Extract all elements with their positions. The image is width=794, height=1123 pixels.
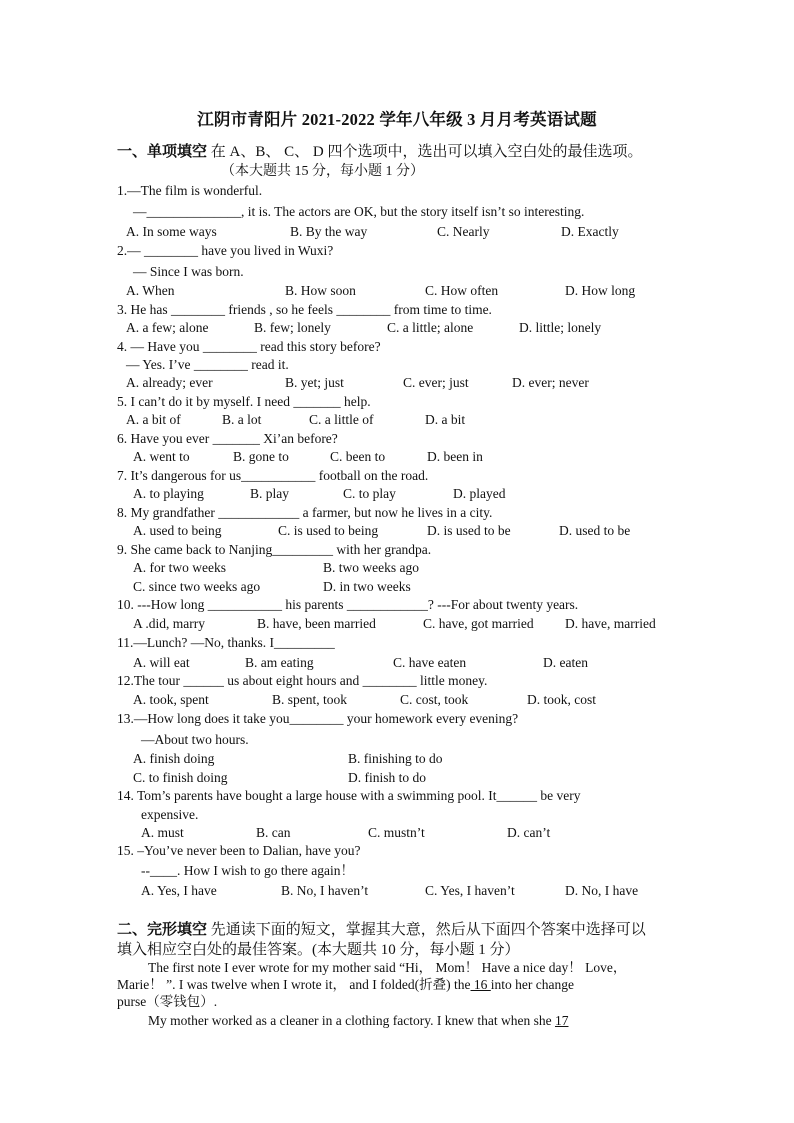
q10-option-b[interactable]: B. have, been married — [257, 616, 376, 631]
q9-option-b[interactable]: B. two weeks ago — [323, 560, 419, 575]
q10-option-a[interactable]: A .did, marry — [133, 616, 205, 631]
section-1-header — [117, 140, 642, 161]
q5-option-a[interactable]: A. a bit of — [126, 412, 181, 427]
q15-option-b[interactable]: B. No, I haven’t — [281, 883, 369, 898]
passage-line-2-tail: into her change — [490, 977, 574, 992]
question-5-stem: 5. I can’t do it by myself. I need _______ help. — [117, 394, 371, 409]
question-1-line2: —______________, it is. The actors are OK, but the story itself isn’t so interesting. — [133, 204, 585, 219]
passage-line-4 — [148, 1013, 568, 1029]
passage-line-2 — [117, 977, 574, 993]
section-2-instruction-line2: 填入相应空白处的最佳答案。(本大题共 10 分，每小题 1 分） — [117, 942, 520, 958]
q8-option-a[interactable]: A. used to being — [133, 523, 222, 538]
q10-option-d[interactable]: D. have, married — [565, 616, 656, 631]
question-10-stem: 10. ---How long ___________ his parents ____________? ---For about twenty years. — [117, 597, 579, 612]
q4-option-b[interactable]: B. yet; just — [285, 375, 344, 390]
q10-option-c[interactable]: C. have, got married — [423, 616, 534, 631]
q3-option-c[interactable]: C. a little; alone — [387, 320, 474, 335]
question-14-line2: expensive. — [141, 807, 199, 822]
q13-option-c[interactable]: C. to finish doing — [133, 770, 228, 785]
q11-option-a[interactable]: A. will eat — [133, 655, 190, 670]
section-1-instruction: 在 A、B、 C、 D 四个选项中，选出可以填入空白处的最佳选项。 — [207, 144, 643, 160]
q1-option-d[interactable]: D. Exactly — [561, 224, 619, 239]
q6-option-b[interactable]: B. gone to — [233, 449, 289, 464]
q4-option-c[interactable]: C. ever; just — [403, 375, 469, 390]
q11-option-d[interactable]: D. eaten — [543, 655, 588, 670]
q14-option-c[interactable]: C. mustn’t — [368, 825, 425, 840]
question-15-stem: 15. –You’ve never been to Dalian, have you? — [117, 843, 361, 858]
q6-option-d[interactable]: D. been in — [427, 449, 483, 464]
q14-option-b[interactable]: B. can — [256, 825, 291, 840]
q6-option-a[interactable]: A. went to — [133, 449, 190, 464]
question-11-stem: 11.—Lunch? —No, thanks. I_________ — [117, 635, 335, 650]
q7-option-c[interactable]: C. to play — [343, 486, 396, 501]
q13-option-d[interactable]: D. finish to do — [348, 770, 427, 785]
q15-option-d[interactable]: D. No, I have — [565, 883, 639, 898]
q5-option-c[interactable]: C. a little of — [309, 412, 374, 427]
q13-option-b[interactable]: B. finishing to do — [348, 751, 443, 766]
section-2-heading: 二、完形填空 — [117, 922, 208, 938]
q12-option-b[interactable]: B. spent, took — [272, 692, 348, 707]
blank-17[interactable]: 17 — [554, 1013, 569, 1028]
question-15-line2: --____. How I wish to go there again！ — [141, 863, 354, 878]
q1-option-a[interactable]: A. In some ways — [126, 224, 217, 239]
question-3-stem: 3. He has ________ friends , so he feels ________ from time to time. — [117, 302, 492, 317]
question-1-stem: 1.—The film is wonderful. — [117, 183, 263, 198]
q15-option-c[interactable]: C. Yes, I haven’t — [425, 883, 515, 898]
q13-option-a[interactable]: A. finish doing — [133, 751, 215, 766]
q1-option-b[interactable]: B. By the way — [290, 224, 368, 239]
q2-option-c[interactable]: C. How often — [425, 283, 499, 298]
question-7-stem: 7. It’s dangerous for us___________ football on the road. — [117, 468, 429, 483]
q3-option-d[interactable]: D. little; lonely — [519, 320, 602, 335]
question-4-line2: — Yes. I’ve ________ read it. — [126, 357, 289, 372]
q3-option-a[interactable]: A. a few; alone — [126, 320, 209, 335]
question-6-stem: 6. Have you ever _______ Xi’an before? — [117, 431, 338, 446]
q5-option-b[interactable]: B. a lot — [222, 412, 262, 427]
q14-option-a[interactable]: A. must — [141, 825, 184, 840]
q2-option-d[interactable]: D. How long — [565, 283, 636, 298]
q5-option-d[interactable]: D. a bit — [425, 412, 466, 427]
passage-line-2-text: Marie！ ”. I was twelve when I wrote it， and I folded(折叠) the — [117, 977, 471, 992]
q9-option-a[interactable]: A. for two weeks — [133, 560, 226, 575]
blank-16[interactable]: 16 — [470, 977, 491, 992]
question-2-line2: — Since I was born. — [133, 264, 244, 279]
section-2-instruction: 先通读下面的短文，掌握其大意，然后从下面四个答案中选择可以 — [207, 922, 646, 938]
question-8-stem: 8. My grandfather ____________ a farmer, but now he lives in a city. — [117, 505, 493, 520]
question-13-line2: —About two hours. — [141, 732, 249, 747]
q8-option-d[interactable]: D. used to be — [559, 523, 631, 538]
q7-option-d[interactable]: D. played — [453, 486, 506, 501]
q3-option-b[interactable]: B. few; lonely — [254, 320, 331, 335]
exam-title: 江阴市青阳片 2021-2022 学年八年级 3 月月考英语试题 — [197, 110, 597, 129]
section-1-heading: 一、单项填空 — [117, 144, 208, 160]
section-2-header — [117, 918, 646, 939]
q11-option-c[interactable]: C. have eaten — [393, 655, 467, 670]
q6-option-c[interactable]: C. been to — [330, 449, 386, 464]
q4-option-a[interactable]: A. already; ever — [126, 375, 213, 390]
q4-option-d[interactable]: D. ever; never — [512, 375, 589, 390]
q9-option-c[interactable]: C. since two weeks ago — [133, 579, 261, 594]
q12-option-d[interactable]: D. took, cost — [527, 692, 596, 707]
q14-option-d[interactable]: D. can’t — [507, 825, 551, 840]
question-9-stem: 9. She came back to Nanjing_________ with her grandpa. — [117, 542, 432, 557]
q2-option-a[interactable]: A. When — [126, 283, 175, 298]
q8-option-b[interactable]: C. is used to being — [278, 523, 379, 538]
question-13-stem: 13.—How long does it take you________ your homework every evening? — [117, 711, 519, 726]
q12-option-c[interactable]: C. cost, took — [400, 692, 469, 707]
q15-option-a[interactable]: A. Yes, I have — [141, 883, 217, 898]
question-14-stem: 14. Tom’s parents have bought a large house with a swimming pool. It______ be very — [117, 788, 581, 803]
passage-line-1: The first note I ever wrote for my mother said “Hi， Mom！ Have a nice day！ Love， — [148, 960, 627, 975]
passage-line-4-text: My mother worked as a cleaner in a clothing factory. I knew that when she — [148, 1013, 555, 1028]
q11-option-b[interactable]: B. am eating — [245, 655, 314, 670]
question-12-stem: 12.The tour ______ us about eight hours and ________ little money. — [117, 673, 488, 688]
passage-line-3: purse（零钱包）. — [117, 994, 218, 1009]
q8-option-c[interactable]: D. is used to be — [427, 523, 511, 538]
q9-option-d[interactable]: D. in two weeks — [323, 579, 411, 594]
q12-option-a[interactable]: A. took, spent — [133, 692, 209, 707]
section-1-note: （本大题共 15 分，每小题 1 分） — [221, 164, 424, 179]
q1-option-c[interactable]: C. Nearly — [437, 224, 490, 239]
q7-option-a[interactable]: A. to playing — [133, 486, 204, 501]
q7-option-b[interactable]: B. play — [250, 486, 289, 501]
question-2-stem: 2.— ________ have you lived in Wuxi? — [117, 243, 334, 258]
question-4-stem: 4. — Have you ________ read this story before? — [117, 339, 381, 354]
q2-option-b[interactable]: B. How soon — [285, 283, 356, 298]
